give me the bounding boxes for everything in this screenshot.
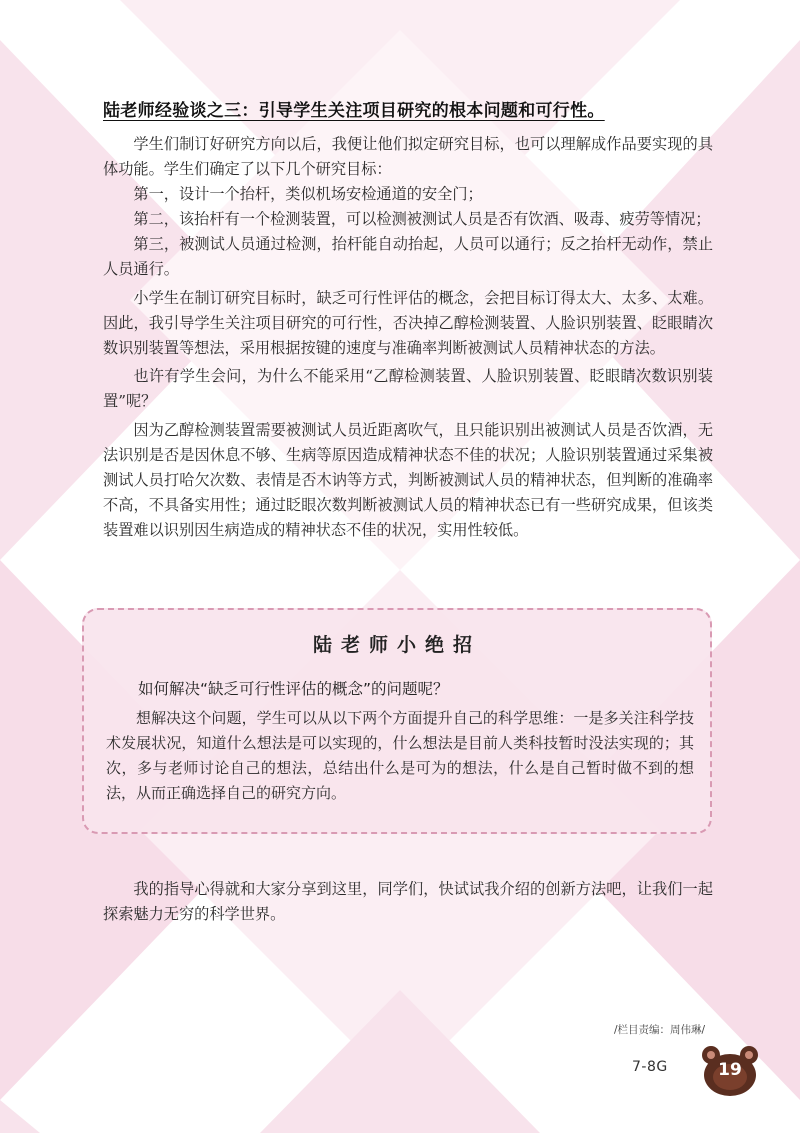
tips-question: 如何解决“缺乏可行性评估的概念”的问题呢？ [138, 680, 449, 698]
closing-paragraph: 我的指导心得就和大家分享到这里，同学们，快试试我介绍的创新方法吧，让我们一起探索魅力无穷的科学世界。 [103, 880, 713, 923]
paragraph-feasibility: 小学生在制订研究目标时，缺乏可行性评估的概念，会把目标订得太大、太多、太难。因此，我引导学生关注项目研究的可行性，否决掉乙醇检测装置、人脸识别装置、眨眼睛次数识别装置等想法，采用根据按键的速度与准确率判断被测试人员精神状态的方法。 [103, 289, 713, 357]
page-code: 7-8G [632, 1059, 668, 1075]
tips-title: 陆老师小绝招 [312, 634, 481, 656]
paragraph-goal-3: 第三，被测试人员通过检测，抬杆能自动抬起，人员可以通行；反之抬杆无动作，禁止人员通行。 [103, 235, 713, 278]
editor-credit: /栏目责编：周伟琳/ [614, 1024, 706, 1036]
page-number: 19 [718, 1060, 742, 1080]
tips-answer: 想解决这个问题，学生可以从以下两个方面提升自己的科学思维：一是多关注科学技术发展状况，知道什么想法是可以实现的，什么想法是目前人类科技暂时没法实现的；其次，多与老师讨论自己的想法，总结出什么是可为的想法，什么是自己暂时做不到的想法，从而正确选择自己的研究方向。 [106, 709, 694, 802]
paragraph-intro: 学生们制订好研究方向以后，我便让他们拟定研究目标，也可以理解成作品要实现的具体功能。学生们确定了以下几个研究目标： [103, 135, 713, 178]
tips-box [82, 608, 712, 834]
section-heading: 陆老师经验谈之三：引导学生关注项目研究的根本问题和可行性。 [103, 101, 605, 121]
paragraph-goal-2: 第二，该抬杆有一个检测装置，可以检测被测试人员是否有饮酒、吸毒、疲劳等情况； [133, 210, 711, 228]
paragraph-explanation: 因为乙醇检测装置需要被测试人员近距离吹气，且只能识别出被测试人员是否饮酒，无法识别是否是因休息不够、生病等原因造成精神状态不佳的状况；人脸识别装置通过采集被测试人员打哈欠次数、表情是否木讷等方式，判断被测试人员的精神状态，但判断的准确率不高，不具备实用性；通过眨眼次数判断被测试人员的精神状态已有一些研究成果，但该类装置难以识别因生病造成的精神状态不佳的状况，实用性较低。 [103, 421, 713, 539]
paragraph-goal-1: 第一，设计一个抬杆，类似机场安检通道的安全门； [133, 185, 483, 203]
paragraph-question: 也许有学生会问，为什么不能采用“乙醇检测装置、人脸识别装置、眨眼睛次数识别装置”呢？ [103, 367, 713, 410]
